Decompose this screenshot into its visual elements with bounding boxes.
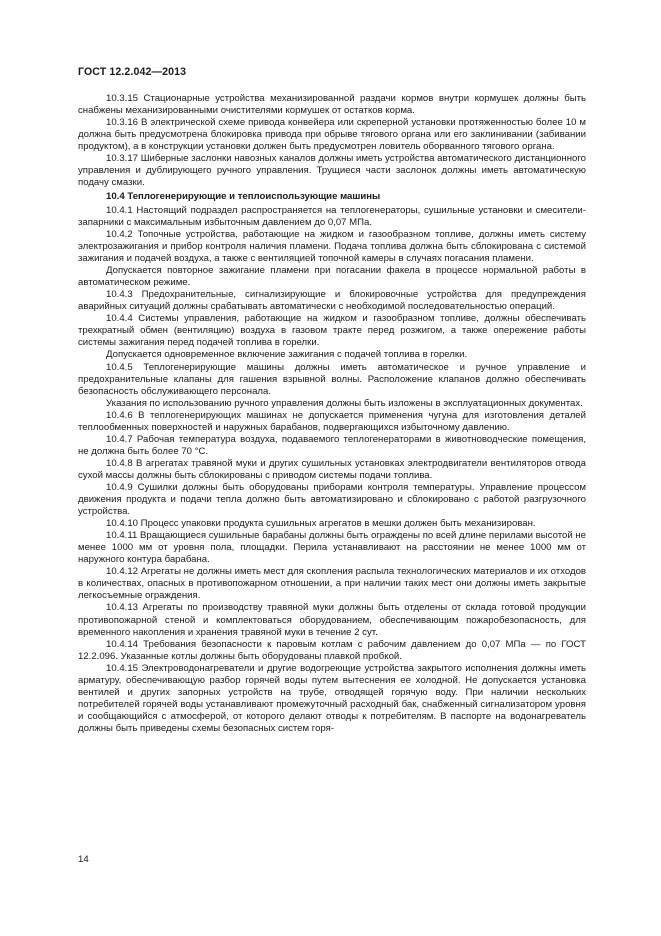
paragraph: 10.3.16 В электрической схеме привода конвейера или скреперной установки протяженностью более 10 м должна быть предусмотрена блокировка привода при обрыве тягового органа или его заклинивании (забивании продуктом), а в конструкции установки должен быть предусмотрен ловитель оборванного тягового органа. — [78, 116, 586, 152]
document-body — [78, 93, 586, 735]
paragraph: 10.4.5 Теплогенерирующие машины должны иметь автоматическое и ручное управление и предохранительные клапаны для гашения взрывной волны. Расположение клапанов должно обеспечивать безопасность обслуживающего персонала. — [78, 361, 586, 397]
paragraph: 10.4.13 Агрегаты по производству травяной муки должны быть отделены от склада готовой продукции противопожарной стеной и комплектоваться оборудованием, обеспечивающим пожаробезопасность, для временного накопления и хранения травяной муки в течение 2 сут. — [78, 602, 586, 638]
paragraph: 10.4.9 Сушилки должны быть оборудованы приборами контроля температуры. Управление процессом движения продукта и подачи тепла должно быть автоматизировано и сблокировано с работой разгрузочного устройства. — [78, 482, 586, 518]
paragraph: 10.4.8 В агрегатах травяной муки и других сушильных установках электродвигатели вентиляторов отвода сухой массы должны быть сблокированы с приводом системы подачи топлива. — [78, 457, 586, 481]
paragraph: Допускается повторное зажигание пламени при погасании факела в процессе нормальной работы в автоматическом режиме. — [78, 265, 586, 289]
paragraph: 10.4.3 Предохранительные, сигнализирующие и блокировочные устройства для предупреждения аварийных ситуаций должны срабатывать автоматически с необходимой последовательностью операций. — [78, 289, 586, 313]
section-heading: 10.4 Теплогенерирующие и теплоиспользующие машины — [106, 190, 381, 202]
paragraph: 10.3.15 Стационарные устройства механизированной раздачи кормов внутри кормушек должны быть снабжены механизированными очистителями кормушек от остатков корма. — [78, 92, 586, 116]
page-header-standard: ГОСТ 12.2.042—2013 — [78, 66, 187, 78]
paragraph: 10.4.7 Рабочая температура воздуха, подаваемого теплогенераторами в животноводческие помещения, не должна быть более 70 °С. — [78, 433, 586, 457]
paragraph: 10.4.14 Требования безопасности к паровым котлам с рабочим давлением до 0,07 МПа — по ГОСТ 12.2.096. Указанные котлы должны быть оборудованы плавкой пробкой. — [78, 638, 586, 662]
page-number: 14 — [78, 854, 89, 865]
paragraph: 10.4.2 Топочные устройства, работающие на жидком и газообразном топливе, должны иметь систему электрозажигания и прибор контроля наличия пламени. Подача топлива должна быть сблокирована с системой зажигания и подачей воздуха, а также с вентиляцией топочной камеры в случаях погасания пламени. — [78, 229, 586, 265]
paragraph: 10.4.15 Электроводонагреватели и другие водогреющие устройства закрытого исполнения должны иметь арматуру, обеспечивающую разбор горячей воды путем вытеснения ее холодной. Не допускается установка вентилей и других запорных устройств на трубе, отводящей горячую воду. При наличии нескольких потребителей горячей воды устанавливают промежуточный расходный бак, снабженный сигнализатором уровня и сообщающийся с атмосферой, от которого делают отводы к потребителям. В паспорте на водонагреватель должны быть приведены схемы безопасных систем горя- — [78, 662, 586, 734]
paragraph: 10.4.1 Настоящий подраздел распространяется на теплогенераторы, сушильные установки и смесители-запарники с максимальным избыточным давлением до 0,07 МПа. — [78, 204, 586, 228]
paragraph: 10.4.12 Агрегаты не должны иметь мест для скопления распыла технологических материалов и их отходов в количествах, опасных в противопожарном отношении, а при наличии таких мест они должны иметь закрытые легкосъемные ограждения. — [78, 566, 586, 602]
paragraph: Указания по использованию ручного управления должны быть изложены в эксплуатационных документах. — [106, 397, 583, 409]
paragraph: 10.4.10 Процесс упаковки продукта сушильных агрегатов в мешки должен быть механизирован. — [106, 518, 536, 530]
paragraph: 10.4.6 В теплогенерирующих машинах не допускается применения чугуна для изготовления деталей теплообменных поверхностей и наружных барабанов, подвергающихся избыточному давлению. — [78, 409, 586, 433]
paragraph: 10.4.11 Вращающиеся сушильные барабаны должны быть ограждены по всей длине перилами высотой не менее 1000 мм от уровня пола, площадки. Перила устанавливают на расстоянии не менее 1000 мм от наружного контура барабана. — [78, 530, 586, 566]
paragraph: Допускается одновременное включение зажигания с подачей топлива в горелки. — [106, 349, 468, 361]
paragraph: 10.4.4 Системы управления, работающие на жидком и газообразном топливе, должны обеспечивать трехкратный обмен (вентиляцию) воздуха в газовом тракте перед розжигом, а также опережение работы системы зажигания перед подачей топлива в горелки. — [78, 313, 586, 349]
paragraph: 10.3.17 Шиберные заслонки навозных каналов должны иметь устройства автоматического дистанционного управления и дублирующего ручного управления. Трущиеся части заслонок должны иметь автоматическую подачу смазки. — [78, 152, 586, 188]
